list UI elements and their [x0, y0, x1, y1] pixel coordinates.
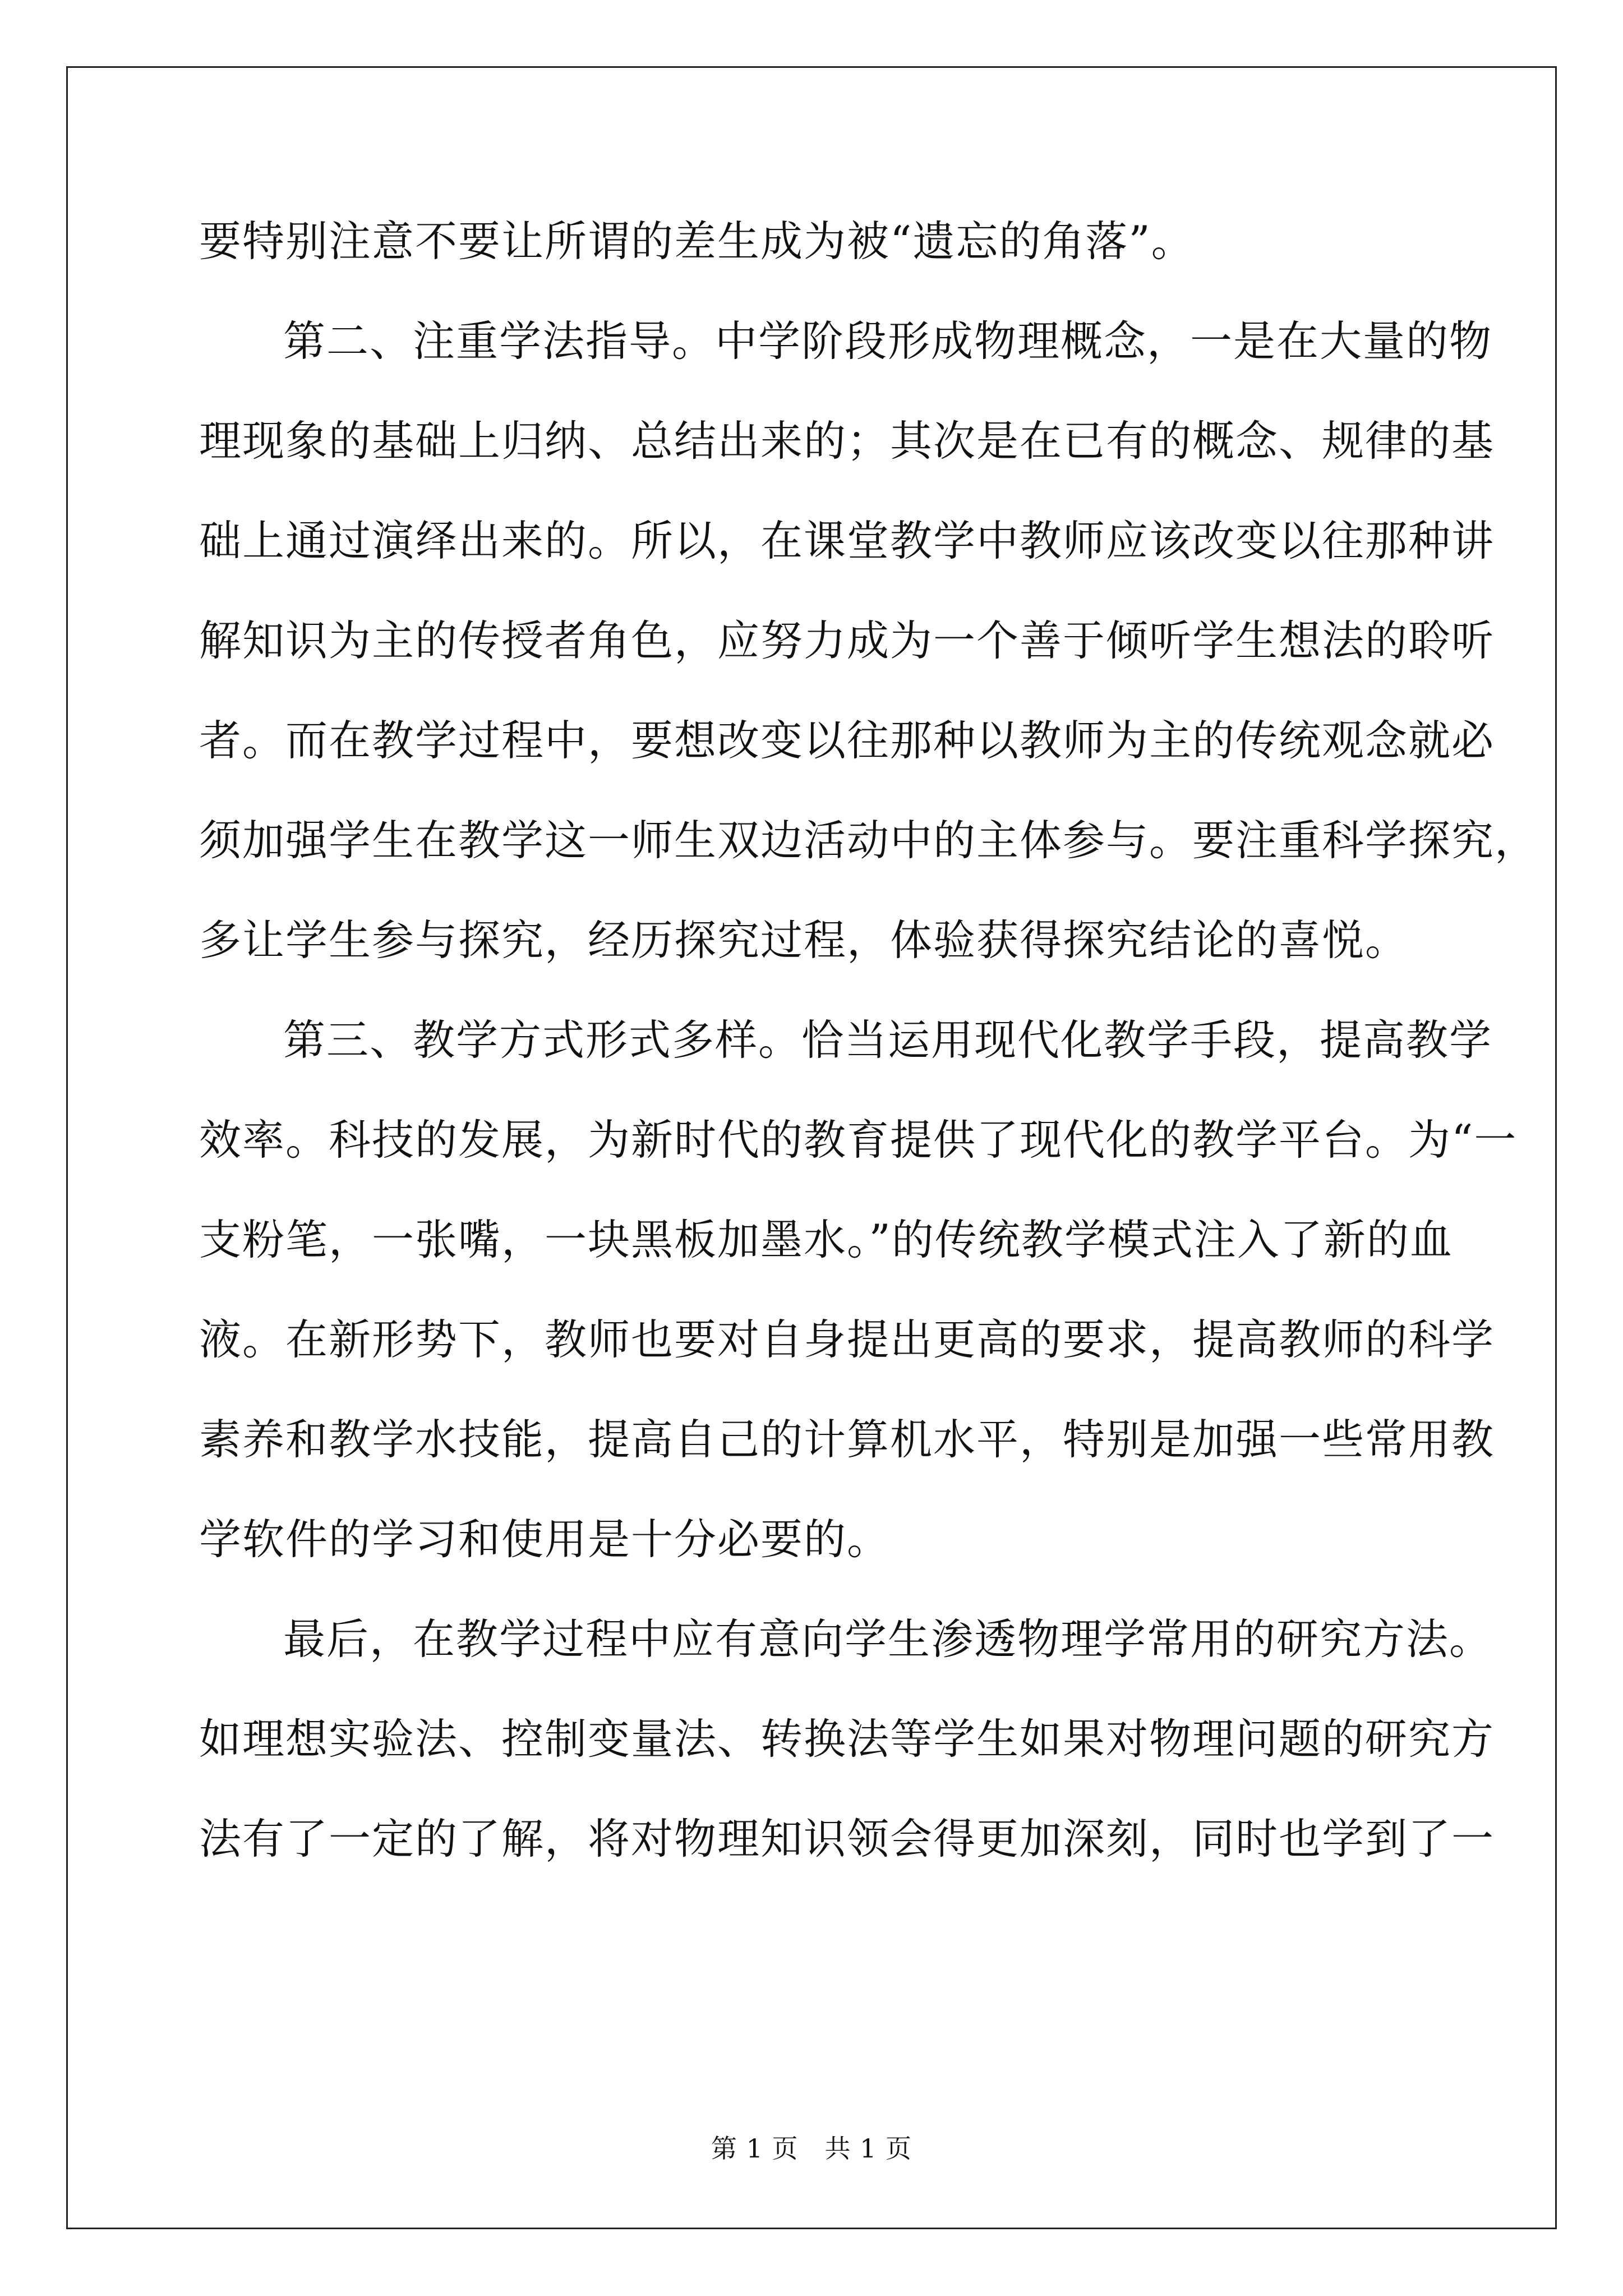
- paragraph-first-line: 第二、注重学法指导。中学阶段形成物理概念，一是在大量的物: [283, 316, 1493, 366]
- paragraph-first-line: 最后，在教学过程中应有意向学生渗透物理学常用的研究方法。: [283, 1614, 1493, 1664]
- text-line: 素养和教学水技能，提高自己的计算机水平，特别是加强一些常用教: [199, 1415, 1495, 1464]
- text-line: 须加强学生在教学这一师生双边活动中的主体参与。要注重科学探究，: [199, 816, 1538, 865]
- text-line: 支粉笔，一张嘴，一块黑板加墨水。”的传统教学模式注入了新的血: [199, 1215, 1453, 1264]
- text-line: 解知识为主的传授者角色，应努力成为一个善于倾听学生想法的聆听: [199, 616, 1495, 665]
- page-number-footer: 第 1 页 共 1 页: [711, 2133, 912, 2164]
- text-line: 法有了一定的了解，将对物理知识领会得更加深刻，同时也学到了一: [199, 1814, 1495, 1864]
- text-line: 多让学生参与探究，经历探究过程，体验获得探究结论的喜悦。: [199, 915, 1409, 965]
- text-line: 者。而在教学过程中，要想改变以往那种以教师为主的传统观念就必: [199, 716, 1495, 765]
- text-line: 效率。科技的发展，为新时代的教育提供了现代化的教学平台。为“一: [199, 1115, 1518, 1165]
- text-line: 要特别注意不要让所谓的差生成为被“遗忘的角落”。: [199, 217, 1195, 266]
- text-line: 学软件的学习和使用是十分必要的。: [199, 1515, 891, 1564]
- text-line: 理现象的基础上归纳、总结出来的；其次是在已有的概念、规律的基: [199, 416, 1495, 466]
- text-line: 液。在新形势下，教师也要对自身提出更高的要求，提高教师的科学: [199, 1315, 1495, 1364]
- text-line: 础上通过演绎出来的。所以，在课堂教学中教师应该改变以往那种讲: [199, 516, 1495, 565]
- text-line: 如理想实验法、控制变量法、转换法等学生如果对物理问题的研究方: [199, 1714, 1495, 1764]
- paragraph-first-line: 第三、教学方式形式多样。恰当运用现代化教学手段，提高教学: [283, 1015, 1493, 1065]
